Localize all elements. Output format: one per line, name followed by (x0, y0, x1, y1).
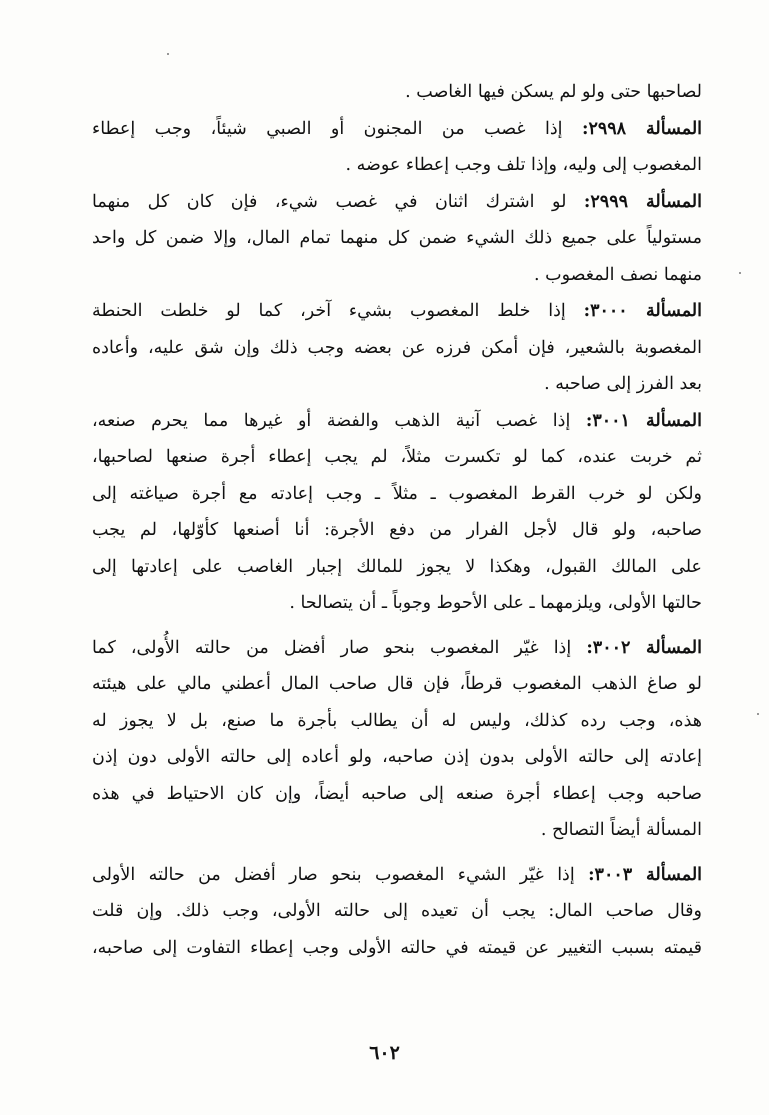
text-line: هذه، وجب رده كذلك، وليس له أن يطالب بأجرة ما صنع، بل لا يجوز له (92, 710, 702, 731)
scan-speck (757, 713, 759, 715)
text-line: وقال صاحب المال: يجب أن تعيده إلى حالته الأولى، وجب ذلك. وإن قلت (92, 901, 702, 921)
issue-label: المسألة ٣٠٠١: (585, 410, 702, 431)
page-body-text (92, 74, 702, 966)
issue-3002-first-line: المسألة ٣٠٠٢: إذا غيّر المغصوب بنحو صار أفضل من حالته الأُولى، كما (92, 637, 703, 658)
text-line: بعد الفرز إلى صاحبه . (544, 374, 702, 394)
issue-label: المسألة ٢٩٩٨: (581, 118, 703, 139)
issue-label: المسألة ٣٠٠٠: (583, 301, 703, 321)
scan-speck (739, 272, 741, 274)
text-line: المغصوبة بالشعير، فإن أمكن فرزه عن بعضه وجب ذلك وإن شق عليه، وأعاده (92, 337, 702, 358)
issue-3003-first-line: المسألة ٣٠٠٣: إذا غيّر الشيء المغصوب بنحو صار أفضل من حالته الأولى (92, 864, 703, 885)
issue-label: المسألة ٣٠٠٣: (588, 864, 703, 885)
text-line: لصاحبها حتى ولو لم يسكن فيها الغاصب . (405, 82, 702, 102)
text-line: صاحبه وجب إعطاء أجرة صنعه إلى صاحبه أيضاً، وإن كان الاحتياط في هذه (92, 783, 702, 804)
text-line: المغصوب إلى وليه، وإذا تلف وجب إعطاء عوضه . (345, 155, 702, 175)
text-line: إعادته إلى حالته الأولى بدون إذن صاحبه، ولو أعاده إلى حالته الأولى دون إذن (92, 747, 702, 767)
scan-speck (167, 53, 169, 55)
text-line: ولكن لو خرب القرط المغصوب ـ مثلاً ـ وجب إعادته مع أجرة صياغته إلى (92, 483, 702, 504)
issue-label: المسألة ٣٠٠٢: (586, 637, 703, 658)
text-line: منهما نصف المغصوب . (533, 264, 702, 285)
issue-label: المسألة ٢٩٩٩: (583, 191, 703, 212)
text-line: قيمته بسبب التغيير عن قيمته في حالته الأولى وجب إعطاء التفاوت إلى صاحبه، (92, 937, 702, 958)
issue-2999-first-line: المسألة ٢٩٩٩: لو اشترك اثنان في غصب شيء، فإن كان كل منهما (92, 191, 703, 212)
text-line: المسألة أيضاً التصالح . (540, 820, 702, 840)
text-line: على المالك القبول، وهكذا لا يجوز للمالك إجبار الغاصب على إعادتها إلى (92, 556, 702, 577)
page-number: ٦٠٢ (369, 1042, 400, 1064)
text-line: ثم خربت عنده، كما لو تكسرت مثلاً، لم يجب إعطاء أجرة صنعها لصاحبها، (92, 447, 702, 467)
text-line: لو صاغ الذهب المغصوب قرطاً، فإن قال صاحب المال أعطني مالي على هيئته (92, 674, 702, 694)
issue-3000-first-line: المسألة ٣٠٠٠: إذا خلط المغصوب بشيء آخر، كما لو خلطت الحنطة (92, 301, 703, 321)
text-line: مستولياً على جميع ذلك الشيء ضمن كل منهما تمام المال، وإلا ضمن كل واحد (92, 228, 702, 248)
text-line: صاحبه، ولو قال لأجل الفرار من دفع الأجرة: أنا أصنعها كأوّلها، لم يجب (92, 520, 702, 540)
text-line: حالتها الأولى، ويلزمهما ـ على الأحوط وجوباً ـ أن يتصالحا . (289, 593, 702, 613)
issue-3001-first-line: المسألة ٣٠٠١: إذا غصب آنية الذهب والفضة أو غيرها مما يحرم صنعه، (92, 410, 702, 431)
issue-2998-first-line: المسألة ٢٩٩٨: إذا غصب من المجنون أو الصبي شيئاً، وجب إعطاء (92, 118, 703, 139)
